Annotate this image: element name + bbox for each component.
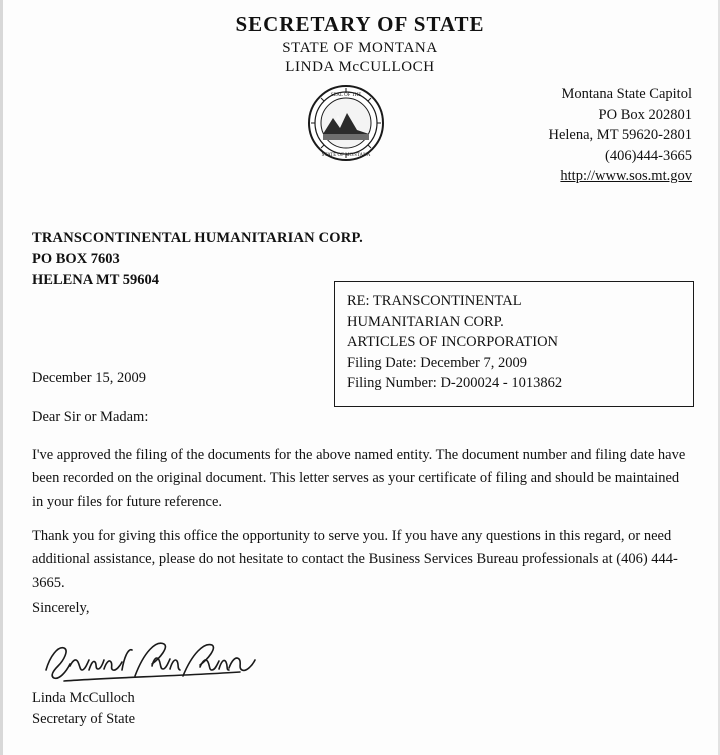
recipient-name: TRANSCONTINENTAL HUMANITARIAN CORP. — [32, 230, 364, 246]
handwritten-signature — [40, 636, 270, 688]
address-line-3: Helena, MT 59620-2801 — [548, 127, 692, 144]
signer-title: Secretary of State — [32, 711, 136, 728]
signer-name: Linda McCulloch — [32, 690, 135, 706]
letter-date: December 15, 2009 — [32, 370, 146, 386]
seal-and-address-row — [0, 84, 720, 194]
letter-salutation: Dear Sir or Madam: — [32, 409, 149, 425]
address-phone: (406)444-3665 — [605, 147, 692, 164]
letterhead-state: STATE OF MONTANA — [282, 40, 438, 56]
re-line-1: RE: TRANSCONTINENTAL — [347, 293, 522, 309]
re-reference-box — [334, 281, 694, 407]
address-line-1: Montana State Capitol — [561, 86, 692, 102]
signature-block — [32, 688, 135, 730]
address-line-2: PO Box 202801 — [598, 106, 692, 123]
letterhead-officer: LINDA McCULLOCH — [285, 59, 435, 75]
state-seal-icon — [307, 84, 385, 162]
address-website-link[interactable]: http://www.sos.mt.gov — [560, 168, 692, 185]
recipient-address — [32, 228, 363, 291]
re-line-2: HUMANITARIAN CORP. — [347, 313, 504, 330]
letterhead — [0, 0, 720, 76]
letter-paragraph-2: Thank you for giving this office the opportunity to serve you. If you have any questions in this regard, or need additional assistance, please do not hesitate to contact the Business Services Bureau professionals at (406) 444-3665. — [32, 528, 678, 591]
re-filing-date: Filing Date: December 7, 2009 — [347, 354, 527, 371]
re-filing-number: Filing Number: D-200024 - 1013862 — [347, 375, 563, 392]
letter-paragraph-1: I've approved the filing of the documents for the above named entity. The document number and filing date have been recorded on the original document. This letter serves as your certificate of filing and should be maintained in your files for future reference. — [32, 447, 686, 510]
re-line-3: ARTICLES OF INCORPORATION — [347, 334, 559, 351]
office-address — [392, 84, 692, 187]
recipient-line-1: PO BOX 7603 — [32, 251, 120, 268]
page-title: SECRETARY OF STATE — [235, 12, 485, 36]
letter-closing: Sincerely, — [32, 600, 90, 616]
recipient-line-2: HELENA MT 59604 — [32, 272, 160, 289]
svg-text:STATE OF MONTANA: STATE OF MONTANA — [321, 153, 371, 158]
svg-text:SEAL OF THE: SEAL OF THE — [330, 93, 362, 98]
